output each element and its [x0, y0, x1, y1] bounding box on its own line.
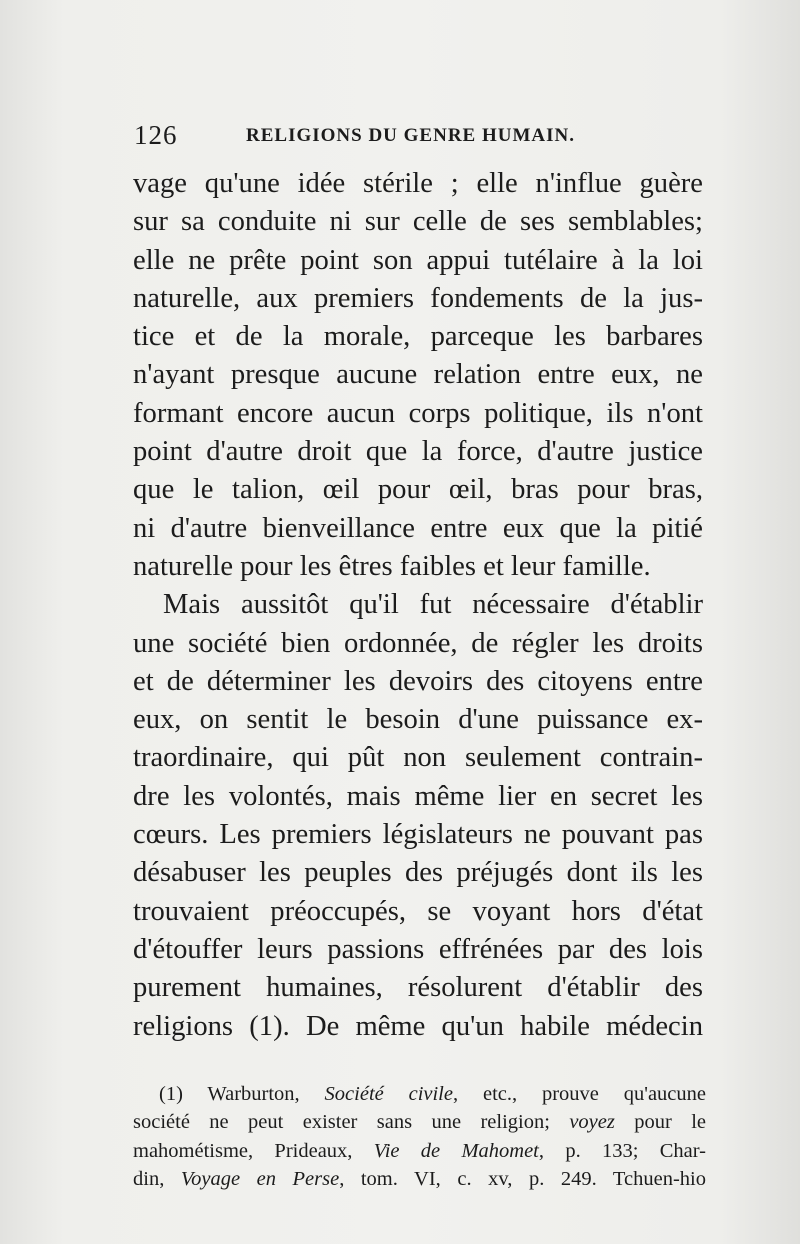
text-line: trouvaient préoccupés, se voyant hors d'état [133, 895, 703, 927]
text-line: tice et de la morale, parceque les barbares [133, 321, 703, 353]
text-line: que le talion, œil pour œil, bras pour bras, [133, 474, 703, 506]
footnote-italic: Société civile [324, 1083, 453, 1105]
footnote-line [133, 1137, 706, 1165]
footnote-line [133, 1080, 706, 1108]
text-line: naturelle pour les êtres faibles et leur famille. [133, 550, 651, 582]
text-line: vage qu'une idée stérile ; elle n'influe guère [133, 168, 703, 199]
running-title: RELIGIONS DU GENRE HUMAIN. [246, 125, 575, 146]
text-line: sur sa conduite ni sur celle de ses semblables; [133, 206, 703, 238]
text-line: cœurs. Les premiers législateurs ne pouvant pas [133, 819, 703, 851]
footnote-text: , etc., prouve qu'aucune [452, 1083, 706, 1105]
body-text [133, 165, 703, 1046]
text-line: d'étouffer leurs passions effrénées par des lois [133, 933, 703, 965]
footnote-italic: Vie de Mahomet [373, 1139, 539, 1162]
footnote-text: pour le [614, 1111, 706, 1134]
text-line: traordinaire, qui pût non seulement contrain- [133, 742, 703, 774]
text-line: et de déterminer les devoirs des citoyens entre [133, 665, 703, 697]
footnote-line [133, 1108, 706, 1136]
text-line: purement humaines, résolurent d'établir des [133, 972, 703, 1004]
text-line: eux, on sentit le besoin d'une puissance ex- [133, 704, 703, 736]
footnote-italic: Voyage en Perse [180, 1167, 340, 1190]
footnote-italic: voyez [569, 1111, 615, 1134]
footnote-text: (1) Warburton, [159, 1083, 325, 1105]
footnote-text: mahométisme, Prideaux, [133, 1139, 374, 1162]
text-line: dre les volontés, mais même lier en secret les [133, 780, 703, 812]
footnote-line [133, 1165, 706, 1193]
text-line: une société bien ordonnée, de régler les droits [133, 627, 703, 659]
text-line: formant encore aucun corps politique, ils n'ont [133, 397, 703, 429]
footnote [133, 1080, 706, 1193]
running-head [134, 118, 724, 158]
paragraph-first-line: Mais aussitôt qu'il fut nécessaire d'établir [163, 589, 703, 621]
text-line: elle ne prête point son appui tutélaire à la loi [133, 244, 703, 276]
text-line: ni d'autre bienveillance entre eux que la pitié [133, 512, 703, 544]
page-number: 126 [134, 120, 178, 150]
text-line: religions (1). De même qu'un habile médecin [133, 1010, 703, 1042]
text-line: désabuser les peuples des préjugés dont ils les [133, 857, 703, 889]
text-line: naturelle, aux premiers fondements de la jus- [133, 282, 703, 314]
footnote-text: , p. 133; Char- [538, 1139, 706, 1162]
text-line: n'ayant presque aucune relation entre eux, ne [133, 359, 703, 391]
footnote-text: din, [133, 1167, 181, 1190]
footnote-text: société ne peut exister sans une religion; [133, 1111, 570, 1134]
footnote-text: , tom. VI, c. xv, p. 249. Tchuen-hio [339, 1167, 706, 1190]
text-line: point d'autre droit que la force, d'autre justice [133, 436, 703, 468]
